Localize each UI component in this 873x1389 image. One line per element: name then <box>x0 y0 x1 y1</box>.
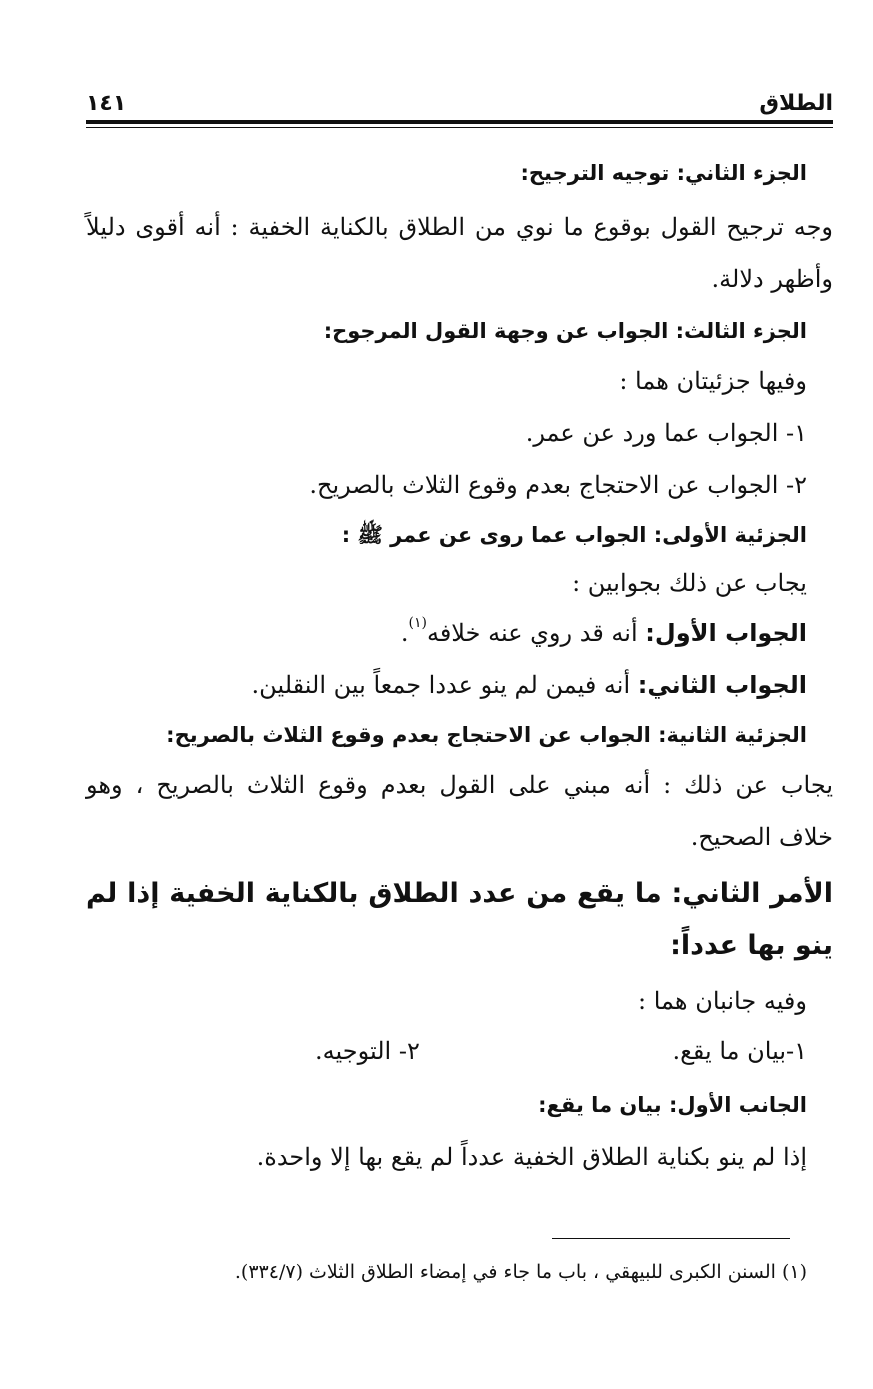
answer-one-text: أنه قد روي عنه خلافه <box>426 619 646 647</box>
heading-part-two: الجزء الثاني: توجيه الترجيح: <box>520 161 807 185</box>
section-heading-cont: ينو بها عدداً: <box>670 930 833 961</box>
answer-two-label: الجواب الثاني: <box>637 671 807 699</box>
header-rule-thick <box>86 120 833 124</box>
section-heading: الأمر الثاني: ما يقع من عدد الطلاق بالكناية الخفية إذا لم <box>86 878 833 909</box>
answer-two-text: أنه فيمن لم ينو عددا جمعاً بين النقلين. <box>251 671 638 699</box>
paragraph-line: يجاب عن ذلك بجوابين : <box>572 569 807 597</box>
paragraph-line: إذا لم ينو بكناية الطلاق الخفية عدداً لم يقع بها إلا واحدة. <box>256 1143 807 1171</box>
running-header <box>86 88 833 116</box>
header-rule-thin <box>86 127 833 128</box>
paragraph-line: وجه ترجيح القول بوقوع ما نوي من الطلاق بالكناية الخفية : أنه أقوى دليلاً <box>86 213 833 241</box>
answer-one-end: . <box>400 619 409 647</box>
paragraph-line: وفيه جانبان هما : <box>638 987 807 1015</box>
page-number: ١٤١ <box>86 91 127 116</box>
footnote: (١) السنن الكبرى للبيهقي ، باب ما جاء في إمضاء الطلاق الثلاث (٣٣٤/٧). <box>234 1261 807 1283</box>
list-item: ٢- الجواب عن الاحتجاج بعدم وقوع الثلاث بالصريح. <box>309 471 807 499</box>
answer-one-label: الجواب الأول: <box>645 619 807 647</box>
two-column-list <box>315 1034 807 1068</box>
footnote-ref[interactable]: (١) <box>408 615 427 631</box>
paragraph-line: خلاف الصحيح. <box>690 823 833 851</box>
answer-two <box>252 668 807 702</box>
header-title: الطلاق <box>759 91 833 116</box>
footnote-rule <box>552 1238 790 1239</box>
heading-part-three: الجزء الثالث: الجواب عن وجهة القول المرجوح: <box>323 319 807 343</box>
answer-one <box>401 616 807 650</box>
heading-subpart-two: الجزئية الثانية: الجواب عن الاحتجاج بعدم وقوع الثلاث بالصريح: <box>166 723 807 747</box>
list-item: ١- الجواب عما ورد عن عمر. <box>525 419 807 447</box>
paragraph-line: وأظهر دلالة. <box>711 265 833 293</box>
heading-subpart-one: الجزئية الأولى: الجواب عما روى عن عمر ﷺ : <box>341 523 807 547</box>
list-item: ٢- التوجيه. <box>315 1037 420 1065</box>
list-item: ١-بيان ما يقع. <box>672 1037 807 1065</box>
heading-aspect-one: الجانب الأول: بيان ما يقع: <box>538 1093 807 1117</box>
paragraph-line: وفيها جزئيتان هما : <box>619 367 807 395</box>
paragraph-line: يجاب عن ذلك : أنه مبني على القول بعدم وقوع الثلاث بالصريح ، وهو <box>86 771 833 799</box>
